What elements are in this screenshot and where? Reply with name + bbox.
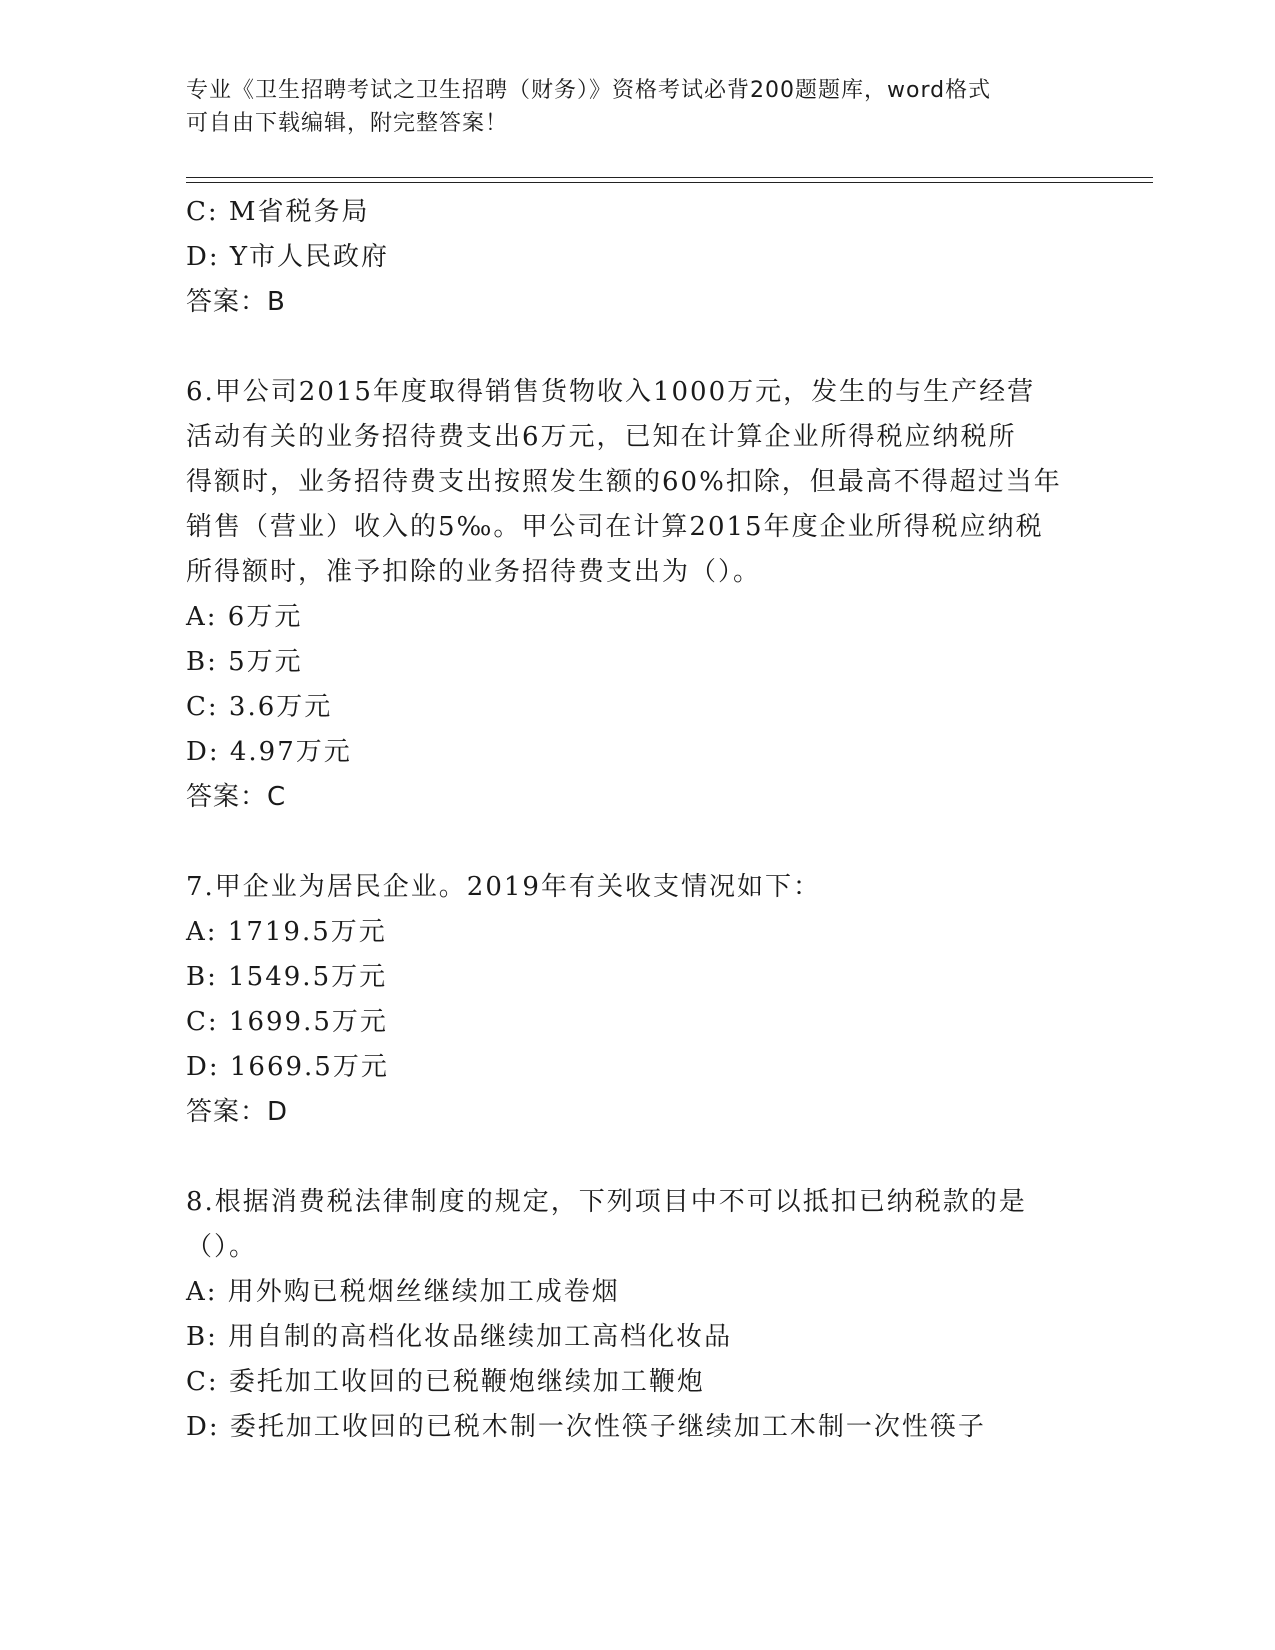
option-a: A: 用外购已税烟丝继续加工成卷烟: [186, 1277, 620, 1307]
spacer: [186, 1135, 1086, 1180]
header-divider-top: [186, 177, 1153, 178]
option-c: C: M省税务局: [186, 197, 370, 227]
question-text-line: 活动有关的业务招待费支出6万元，已知在计算企业所得税应纳税所: [186, 422, 1017, 452]
option-a: A: 6万元: [186, 602, 303, 632]
question-text-line: 6.甲公司2015年度取得销售货物收入1000万元，发生的与生产经营: [186, 377, 1036, 407]
spacer: [186, 820, 1086, 865]
question-text-line: 销售（营业）收入的5‰。甲公司在计算2015年度企业所得税应纳税: [186, 512, 1044, 542]
option-d: D: Y市人民政府: [186, 242, 390, 272]
question-5-tail: [186, 190, 1086, 325]
option-d: D: 4.97万元: [186, 737, 352, 767]
header-title-line-2: 可自由下载编辑，附完整答案！: [186, 111, 509, 136]
option-b: B: 1549.5万元: [186, 962, 388, 992]
question-text-line: 得额时，业务招待费支出按照发生额的60%扣除，但最高不得超过当年: [186, 467, 1062, 497]
header-title-line-1: 专业《卫生招聘考试之卫生招聘（财务）》资格考试必背200题题库，word格式: [186, 78, 992, 103]
question-text-line: 8.根据消费税法律制度的规定，下列项目中不可以抵扣已纳税款的是: [186, 1187, 1027, 1217]
option-c: C: 3.6万元: [186, 692, 333, 722]
document-header: [186, 74, 1066, 140]
question-text-line: （）。: [186, 1232, 258, 1262]
option-c: C: 委托加工收回的已税鞭炮继续加工鞭炮: [186, 1367, 705, 1397]
answer-line: 答案：C: [186, 782, 287, 812]
question-content: [186, 190, 1086, 1450]
option-b: B: 5万元: [186, 647, 303, 677]
option-a: A: 1719.5万元: [186, 917, 387, 947]
option-d: D: 委托加工收回的已税木制一次性筷子继续加工木制一次性筷子: [186, 1412, 986, 1442]
question-text-line: 7.甲企业为居民企业。2019年有关收支情况如下：: [186, 872, 821, 902]
question-6: [186, 370, 1086, 820]
option-c: C: 1699.5万元: [186, 1007, 388, 1037]
spacer: [186, 325, 1086, 370]
answer-line: 答案：B: [186, 287, 286, 317]
question-text-line: 所得额时，准予扣除的业务招待费支出为（）。: [186, 557, 762, 587]
option-b: B: 用自制的高档化妆品继续加工高档化妆品: [186, 1322, 733, 1352]
question-8: [186, 1180, 1086, 1450]
question-7: [186, 865, 1086, 1135]
option-d: D: 1669.5万元: [186, 1052, 389, 1082]
answer-line: 答案：D: [186, 1097, 289, 1127]
header-divider-bottom: [186, 182, 1153, 183]
